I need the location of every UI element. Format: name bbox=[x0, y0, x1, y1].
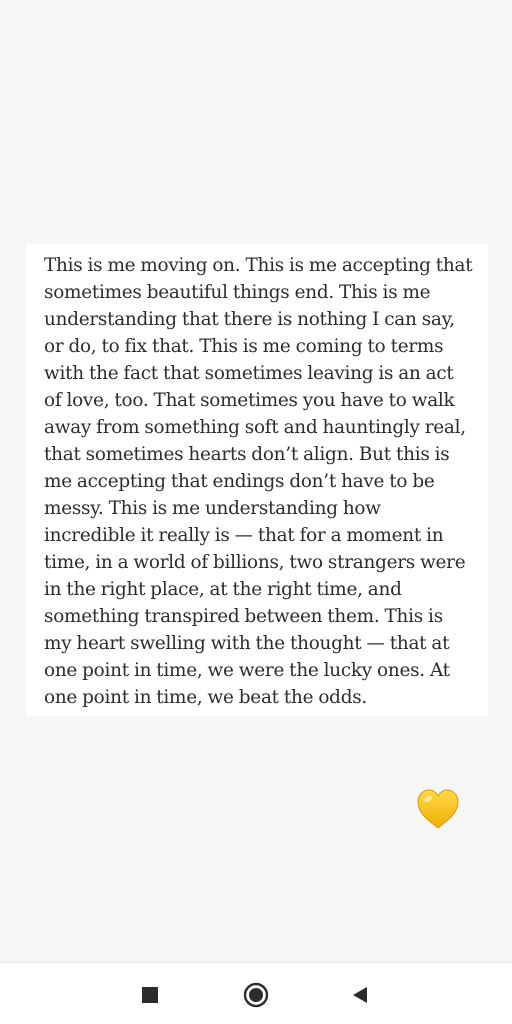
recents-button[interactable] bbox=[134, 979, 166, 1011]
back-icon bbox=[351, 986, 369, 1004]
recents-icon bbox=[141, 986, 159, 1004]
yellow-heart-icon[interactable] bbox=[416, 788, 460, 832]
yellow-heart-icon-graphic bbox=[416, 788, 460, 832]
home-icon bbox=[242, 981, 270, 1009]
story-text: This is me moving on. This is me accepting that sometimes beautiful things end. This is me understanding that there is nothing I can say, or do, to fix that. This is me coming to terms with the fact that sometimes leaving is an act of love, too. That sometimes you have to walk away from something soft and hauntingly real, that sometimes hearts don’t align. But this is me accepting that endings don’t have to be messy. This is me understanding how incredible it really is — that for a moment in time, in a world of billions, two strangers were in the right place, at the right time, and something transpired between them. This is my heart swelling with the thought — that at one point in time, we were the lucky ones. At one point in time, we beat the odds. bbox=[44, 255, 473, 708]
back-button[interactable] bbox=[344, 979, 376, 1011]
story-text-card[interactable] bbox=[26, 244, 488, 716]
system-navigation-bar bbox=[0, 962, 512, 1024]
home-button[interactable] bbox=[240, 979, 272, 1011]
